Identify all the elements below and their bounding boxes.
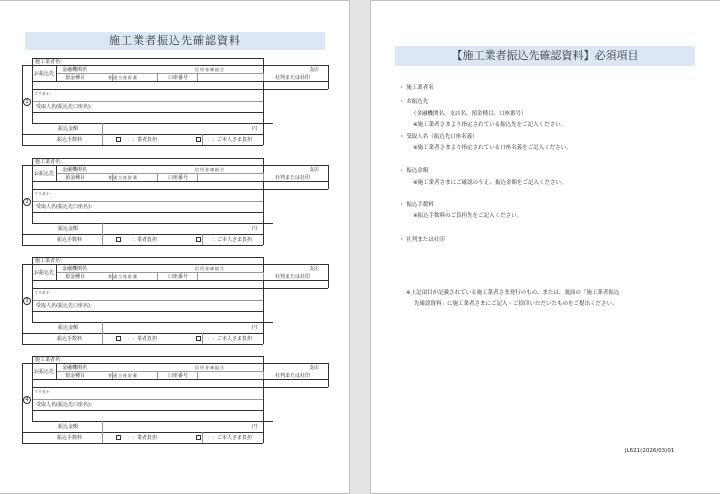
req-item: ・ 振込金額	[399, 168, 429, 174]
req-item: ・ お振込先	[399, 99, 429, 105]
req-item: ・ 振込手数料	[399, 202, 434, 208]
bank-type-options: 信用金庫組合	[195, 266, 225, 271]
deposit-type-label: 預金種目	[65, 274, 86, 280]
fee-option-contractor: ：業者負担	[132, 435, 158, 441]
yen-label: 円	[252, 126, 258, 132]
fee-contractor-checkbox[interactable]	[116, 237, 121, 242]
form-title: 施工業者振込先確認資料	[25, 32, 325, 50]
req-note: ※振込手数料のご負担先をご記入ください。	[413, 213, 523, 219]
fee-label: 振込手数料	[57, 336, 83, 342]
fee-contractor-checkbox[interactable]	[116, 336, 121, 341]
transfer-form-block	[22, 158, 328, 252]
seal-label: 社判または社印	[275, 75, 311, 81]
transfer-form-block	[22, 356, 328, 450]
fee-option-contractor: ：業者負担	[132, 237, 158, 243]
req-item: ・ 受取人名（振込先口座名義）	[399, 134, 478, 140]
block-number: 2	[23, 198, 31, 206]
amount-label: 振込金額	[58, 424, 79, 430]
deposit-type-label: 預金種目	[65, 75, 86, 81]
seal-label: 社判または社印	[275, 274, 311, 280]
deposit-type-options: 普通当座貯蓄	[108, 75, 138, 80]
branch-label: 支店	[309, 67, 320, 73]
recipient-label: 受取人名(振込先口座名)：	[36, 204, 95, 210]
fee-label: 振込手数料	[57, 435, 83, 441]
deposit-type-label: 預金種目	[65, 175, 86, 181]
document-code: JL621(2026/03)01	[625, 448, 675, 454]
amount-label: 振込金額	[58, 325, 79, 331]
fee-option-customer: ：ご本人さま負担	[212, 336, 253, 342]
fee-option-customer: ：ご本人さま負担	[212, 435, 253, 441]
account-number-label: 口座番号	[168, 75, 189, 81]
yen-label: 円	[252, 226, 258, 232]
yen-label: 円	[252, 325, 258, 331]
footer-note: 先確認資料」に施工業者さまにご記入・ご捺印いただいたものをご提出ください。	[414, 301, 618, 307]
block-number: 1	[23, 98, 31, 106]
deposit-type-options: 普通当座貯蓄	[108, 274, 138, 279]
furigana-label: フリガナ：	[34, 389, 54, 394]
requirements-title: 【施工業者振込先確認資料】必須項目	[395, 46, 695, 66]
account-number-label: 口座番号	[168, 175, 189, 181]
req-item: ・ 施工業者名	[399, 85, 434, 91]
requirements-page	[370, 0, 720, 494]
furigana-label: フリガナ：	[34, 290, 54, 295]
bank-name-label: 金融機関名	[62, 167, 88, 173]
req-note: ※施工業者さまより指定されている口座名義をご記入ください。	[413, 145, 572, 151]
deposit-type-options: 普通当座貯蓄	[108, 373, 138, 378]
req-note: ※施工業者さまより指定されている振込先をご記入ください。	[413, 122, 567, 128]
block-number: 3	[23, 297, 31, 305]
bank-label: お振込先	[34, 171, 55, 177]
furigana-label: フリガナ：	[34, 191, 54, 196]
transfer-form-block	[22, 257, 328, 351]
contractor-name-label: 施工業者名：	[35, 159, 66, 165]
fee-customer-checkbox[interactable]	[196, 435, 201, 440]
bank-label: お振込先	[34, 369, 55, 375]
fee-customer-checkbox[interactable]	[196, 137, 201, 142]
fee-option-customer: ：ご本人さま負担	[212, 237, 253, 243]
contractor-name-label: 施工業者名：	[35, 59, 66, 65]
fee-option-customer: ：ご本人さま負担	[212, 137, 253, 143]
bank-name-label: 金融機関名	[62, 67, 88, 73]
deposit-type-label: 預金種目	[65, 373, 86, 379]
recipient-label: 受取人名(振込先口座名)：	[36, 104, 95, 110]
fee-label: 振込手数料	[57, 137, 83, 143]
recipient-label: 受取人名(振込先口座名)：	[36, 402, 95, 408]
amount-label: 振込金額	[58, 126, 79, 132]
seal-label: 社判または社印	[275, 175, 311, 181]
yen-label: 円	[252, 424, 258, 430]
fee-label: 振込手数料	[57, 237, 83, 243]
fee-customer-checkbox[interactable]	[196, 237, 201, 242]
fee-option-contractor: ：業者負担	[132, 336, 158, 342]
req-detail: （金融機関名、支店名、預金種目、口座番号）	[411, 111, 527, 117]
branch-label: 支店	[309, 365, 320, 371]
seal-label: 社判または社印	[275, 373, 311, 379]
deposit-type-options: 普通当座貯蓄	[108, 175, 138, 180]
contractor-name-label: 施工業者名：	[35, 258, 66, 264]
bank-type-options: 信用金庫組合	[195, 67, 225, 72]
bank-type-options: 信用金庫組合	[195, 167, 225, 172]
form-page	[0, 0, 350, 494]
fee-contractor-checkbox[interactable]	[116, 137, 121, 142]
contractor-name-label: 施工業者名：	[35, 357, 66, 363]
bank-label: お振込先	[34, 270, 55, 276]
branch-label: 支店	[309, 167, 320, 173]
footer-note: ※上記項目が記載されている施工業者さま発行のもの、または、裏面の「施工業者振込	[406, 290, 620, 296]
fee-contractor-checkbox[interactable]	[116, 435, 121, 440]
branch-label: 支店	[309, 266, 320, 272]
account-number-label: 口座番号	[168, 373, 189, 379]
bank-name-label: 金融機関名	[62, 365, 88, 371]
req-item: ・ 社判または社印	[399, 237, 445, 243]
transfer-form-block	[22, 58, 328, 152]
recipient-label: 受取人名(振込先口座名)：	[36, 303, 95, 309]
account-number-label: 口座番号	[168, 274, 189, 280]
furigana-label: フリガナ：	[34, 91, 54, 96]
fee-customer-checkbox[interactable]	[196, 336, 201, 341]
amount-label: 振込金額	[58, 226, 79, 232]
fee-option-contractor: ：業者負担	[132, 137, 158, 143]
bank-type-options: 信用金庫組合	[195, 365, 225, 370]
bank-name-label: 金融機関名	[62, 266, 88, 272]
req-note: ※施工業者さまにご確認のうえ、振込金額をご記入ください。	[413, 180, 567, 186]
block-number: 4	[23, 396, 31, 404]
bank-label: お振込先	[34, 71, 55, 77]
